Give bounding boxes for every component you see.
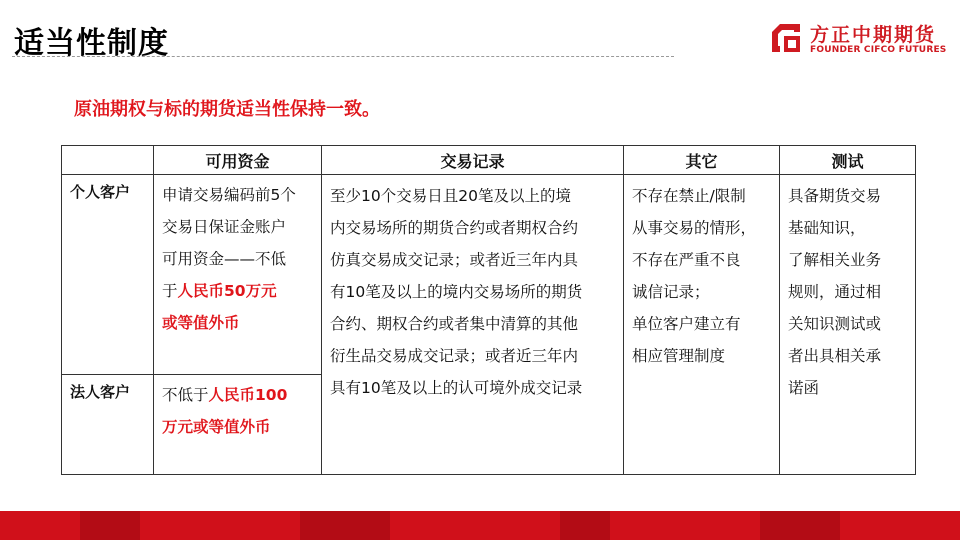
- suitability-table: [61, 145, 916, 475]
- trade-record-line: 仿真交易成交记录；或者近三年内具: [330, 251, 579, 269]
- funds-line: 申请交易编码前5个: [162, 186, 296, 204]
- trade-record-line: 有10笔及以上的境内交易场所的期货: [330, 283, 583, 301]
- logo-english-name: FOUNDER CIFCO FUTURES: [810, 45, 947, 55]
- funds-amount-highlight: 人民币50万元: [177, 282, 277, 300]
- test-line: 者出具相关承: [788, 347, 882, 365]
- funds-line: [162, 275, 315, 307]
- footer-stripe: [760, 511, 840, 540]
- subtitle: 原油期权与标的期货适当性保持一致。: [74, 99, 380, 120]
- table-header-row: [62, 146, 916, 175]
- test-line: 基础知识，: [788, 219, 866, 237]
- trade-record-line: 至少10个交易日且20笔及以上的境: [330, 187, 571, 205]
- header-trade-record: 交易记录: [322, 146, 624, 175]
- other-line: 不存在禁止/限制: [632, 187, 746, 205]
- row-label-individual: 个人客户: [62, 175, 154, 375]
- test-line: 关知识测试或: [788, 315, 882, 333]
- test-line: 具备期货交易: [788, 187, 882, 205]
- cell-other: [624, 175, 780, 475]
- cell-test: [780, 175, 916, 475]
- page-title: 适当性制度: [14, 26, 169, 61]
- cell-legal-funds: [154, 375, 322, 475]
- trade-record-line: 合约、期权合约或者集中清算的其他: [330, 315, 579, 333]
- footer-stripe: [80, 511, 140, 540]
- funds-currency-highlight: 万元或等值外币: [162, 418, 271, 436]
- test-line: 诺函: [788, 379, 820, 397]
- header-available-funds: 可用资金: [154, 146, 322, 175]
- funds-prefix: 不低于: [162, 386, 209, 404]
- logo-mark-icon: [770, 22, 802, 54]
- row-label-legal: 法人客户: [62, 375, 154, 475]
- other-line: 不存在严重不良: [632, 251, 741, 269]
- other-line: 诚信记录；: [632, 283, 710, 301]
- funds-prefix: 于: [162, 282, 178, 300]
- funds-currency-highlight: 或等值外币: [162, 314, 240, 332]
- funds-line: 可用资金——不低: [162, 250, 287, 268]
- other-line: 单位客户建立有: [632, 315, 741, 333]
- test-line: 了解相关业务: [788, 251, 882, 269]
- trade-record-line: 内交易场所的期货合约或者期权合约: [330, 219, 579, 237]
- funds-line: [162, 379, 315, 411]
- footer-bar: [0, 511, 960, 540]
- trade-record-line: 具有10笔及以上的认可境外成交记录: [330, 379, 583, 397]
- table-row-individual: [62, 175, 916, 375]
- footer-stripe: [300, 511, 390, 540]
- funds-line: 交易日保证金账户: [162, 218, 287, 236]
- cell-trade-record: [322, 175, 624, 475]
- trade-record-line: 衍生品交易成交记录；或者近三年内: [330, 347, 579, 365]
- logo-chinese-name: 方正中期期货: [810, 24, 937, 46]
- header-test: 测试: [780, 146, 916, 175]
- other-line: 相应管理制度: [632, 347, 726, 365]
- test-line: 规则，通过相: [788, 283, 882, 301]
- footer-stripe: [560, 511, 610, 540]
- funds-amount-highlight: 人民币100: [208, 386, 288, 404]
- company-logo: [770, 20, 950, 60]
- cell-individual-funds: [154, 175, 322, 375]
- title-divider: [12, 56, 674, 57]
- other-line: 从事交易的情形，: [632, 219, 757, 237]
- header-other: 其它: [624, 146, 780, 175]
- header-corner: [62, 146, 154, 175]
